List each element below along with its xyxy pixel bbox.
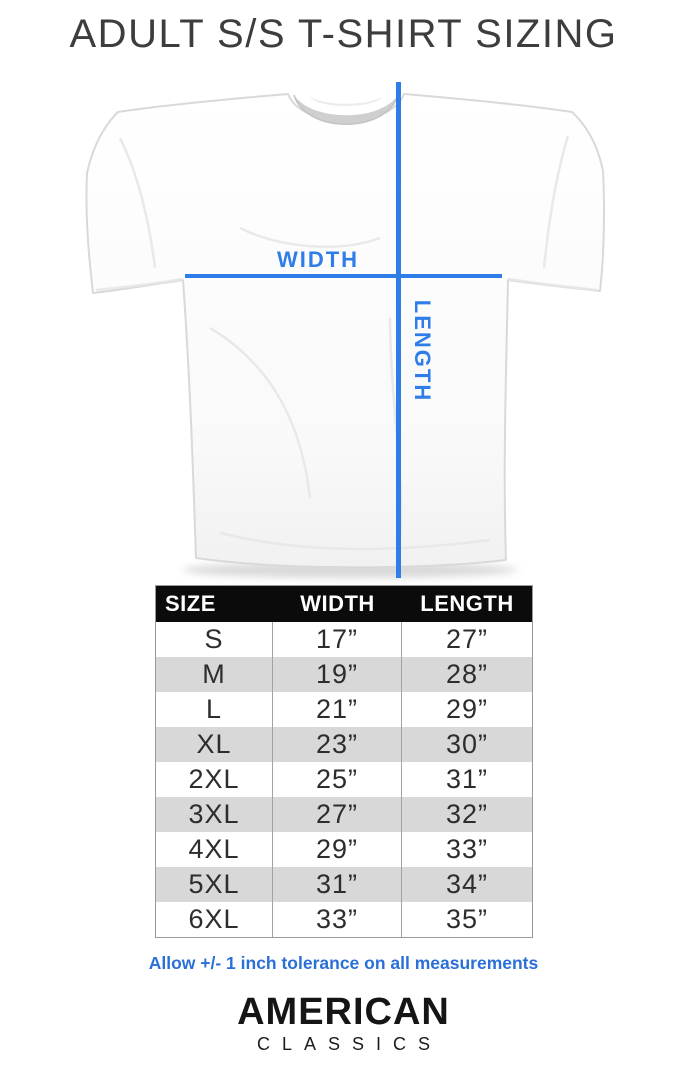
table-row-6xl (156, 902, 532, 937)
width-cell: 17” (273, 622, 402, 657)
size-table (155, 585, 533, 938)
shirt-collar-inner (310, 97, 382, 106)
table-row-s (156, 622, 532, 657)
brand-name-american: AMERICAN (237, 991, 450, 1033)
size-table-header (156, 586, 532, 622)
length-cell: 31” (445, 764, 489, 794)
length-cell: 34” (445, 869, 489, 899)
t-shirt-diagram (60, 78, 630, 585)
width-cell: 29” (273, 832, 402, 867)
width-cell: 25” (273, 762, 402, 797)
column-header-length: LENGTH (420, 591, 514, 616)
length-cell: 30” (445, 729, 489, 759)
size-cell: 4XL (156, 832, 273, 867)
width-cell: 23” (273, 727, 402, 762)
size-cell: 3XL (156, 797, 273, 832)
table-row-4xl (156, 832, 532, 867)
table-row-2xl (156, 762, 532, 797)
width-cell: 21” (273, 692, 402, 727)
table-row-m (156, 657, 532, 692)
page-title: ADULT S/S T-SHIRT SIZING (69, 12, 618, 56)
width-cell: 19” (273, 657, 402, 692)
table-row-l (156, 692, 532, 727)
size-cell: M (156, 657, 273, 692)
shirt-body (86, 94, 604, 567)
column-header-width: WIDTH (300, 591, 375, 616)
length-cell: 32” (445, 799, 489, 829)
width-measure-line (185, 274, 502, 278)
length-cell: 29” (445, 694, 489, 724)
size-cell: 6XL (156, 902, 273, 937)
length-cell: 35” (445, 904, 489, 934)
length-label: LENGTH (410, 299, 435, 403)
width-label: WIDTH (276, 247, 360, 272)
size-cell: L (156, 692, 273, 727)
column-header-size: SIZE (165, 591, 216, 616)
size-cell: 2XL (156, 762, 273, 797)
length-cell: 27” (445, 624, 489, 654)
size-cell: 5XL (156, 867, 273, 902)
table-row-5xl (156, 867, 532, 902)
brand-name-classics: CLASSICS (256, 1034, 443, 1054)
length-cell: 28” (445, 659, 489, 689)
size-cell: S (156, 622, 273, 657)
table-row-xl (156, 727, 532, 762)
width-cell: 27” (273, 797, 402, 832)
brand-logo (0, 992, 687, 1055)
width-cell: 33” (273, 902, 402, 937)
length-measure-line (396, 82, 401, 578)
size-cell: XL (156, 727, 273, 762)
width-cell: 31” (273, 867, 402, 902)
tolerance-note: Allow +/- 1 inch tolerance on all measurements (148, 953, 539, 973)
length-cell: 33” (445, 834, 489, 864)
table-row-3xl (156, 797, 532, 832)
t-shirt-image (60, 78, 630, 585)
